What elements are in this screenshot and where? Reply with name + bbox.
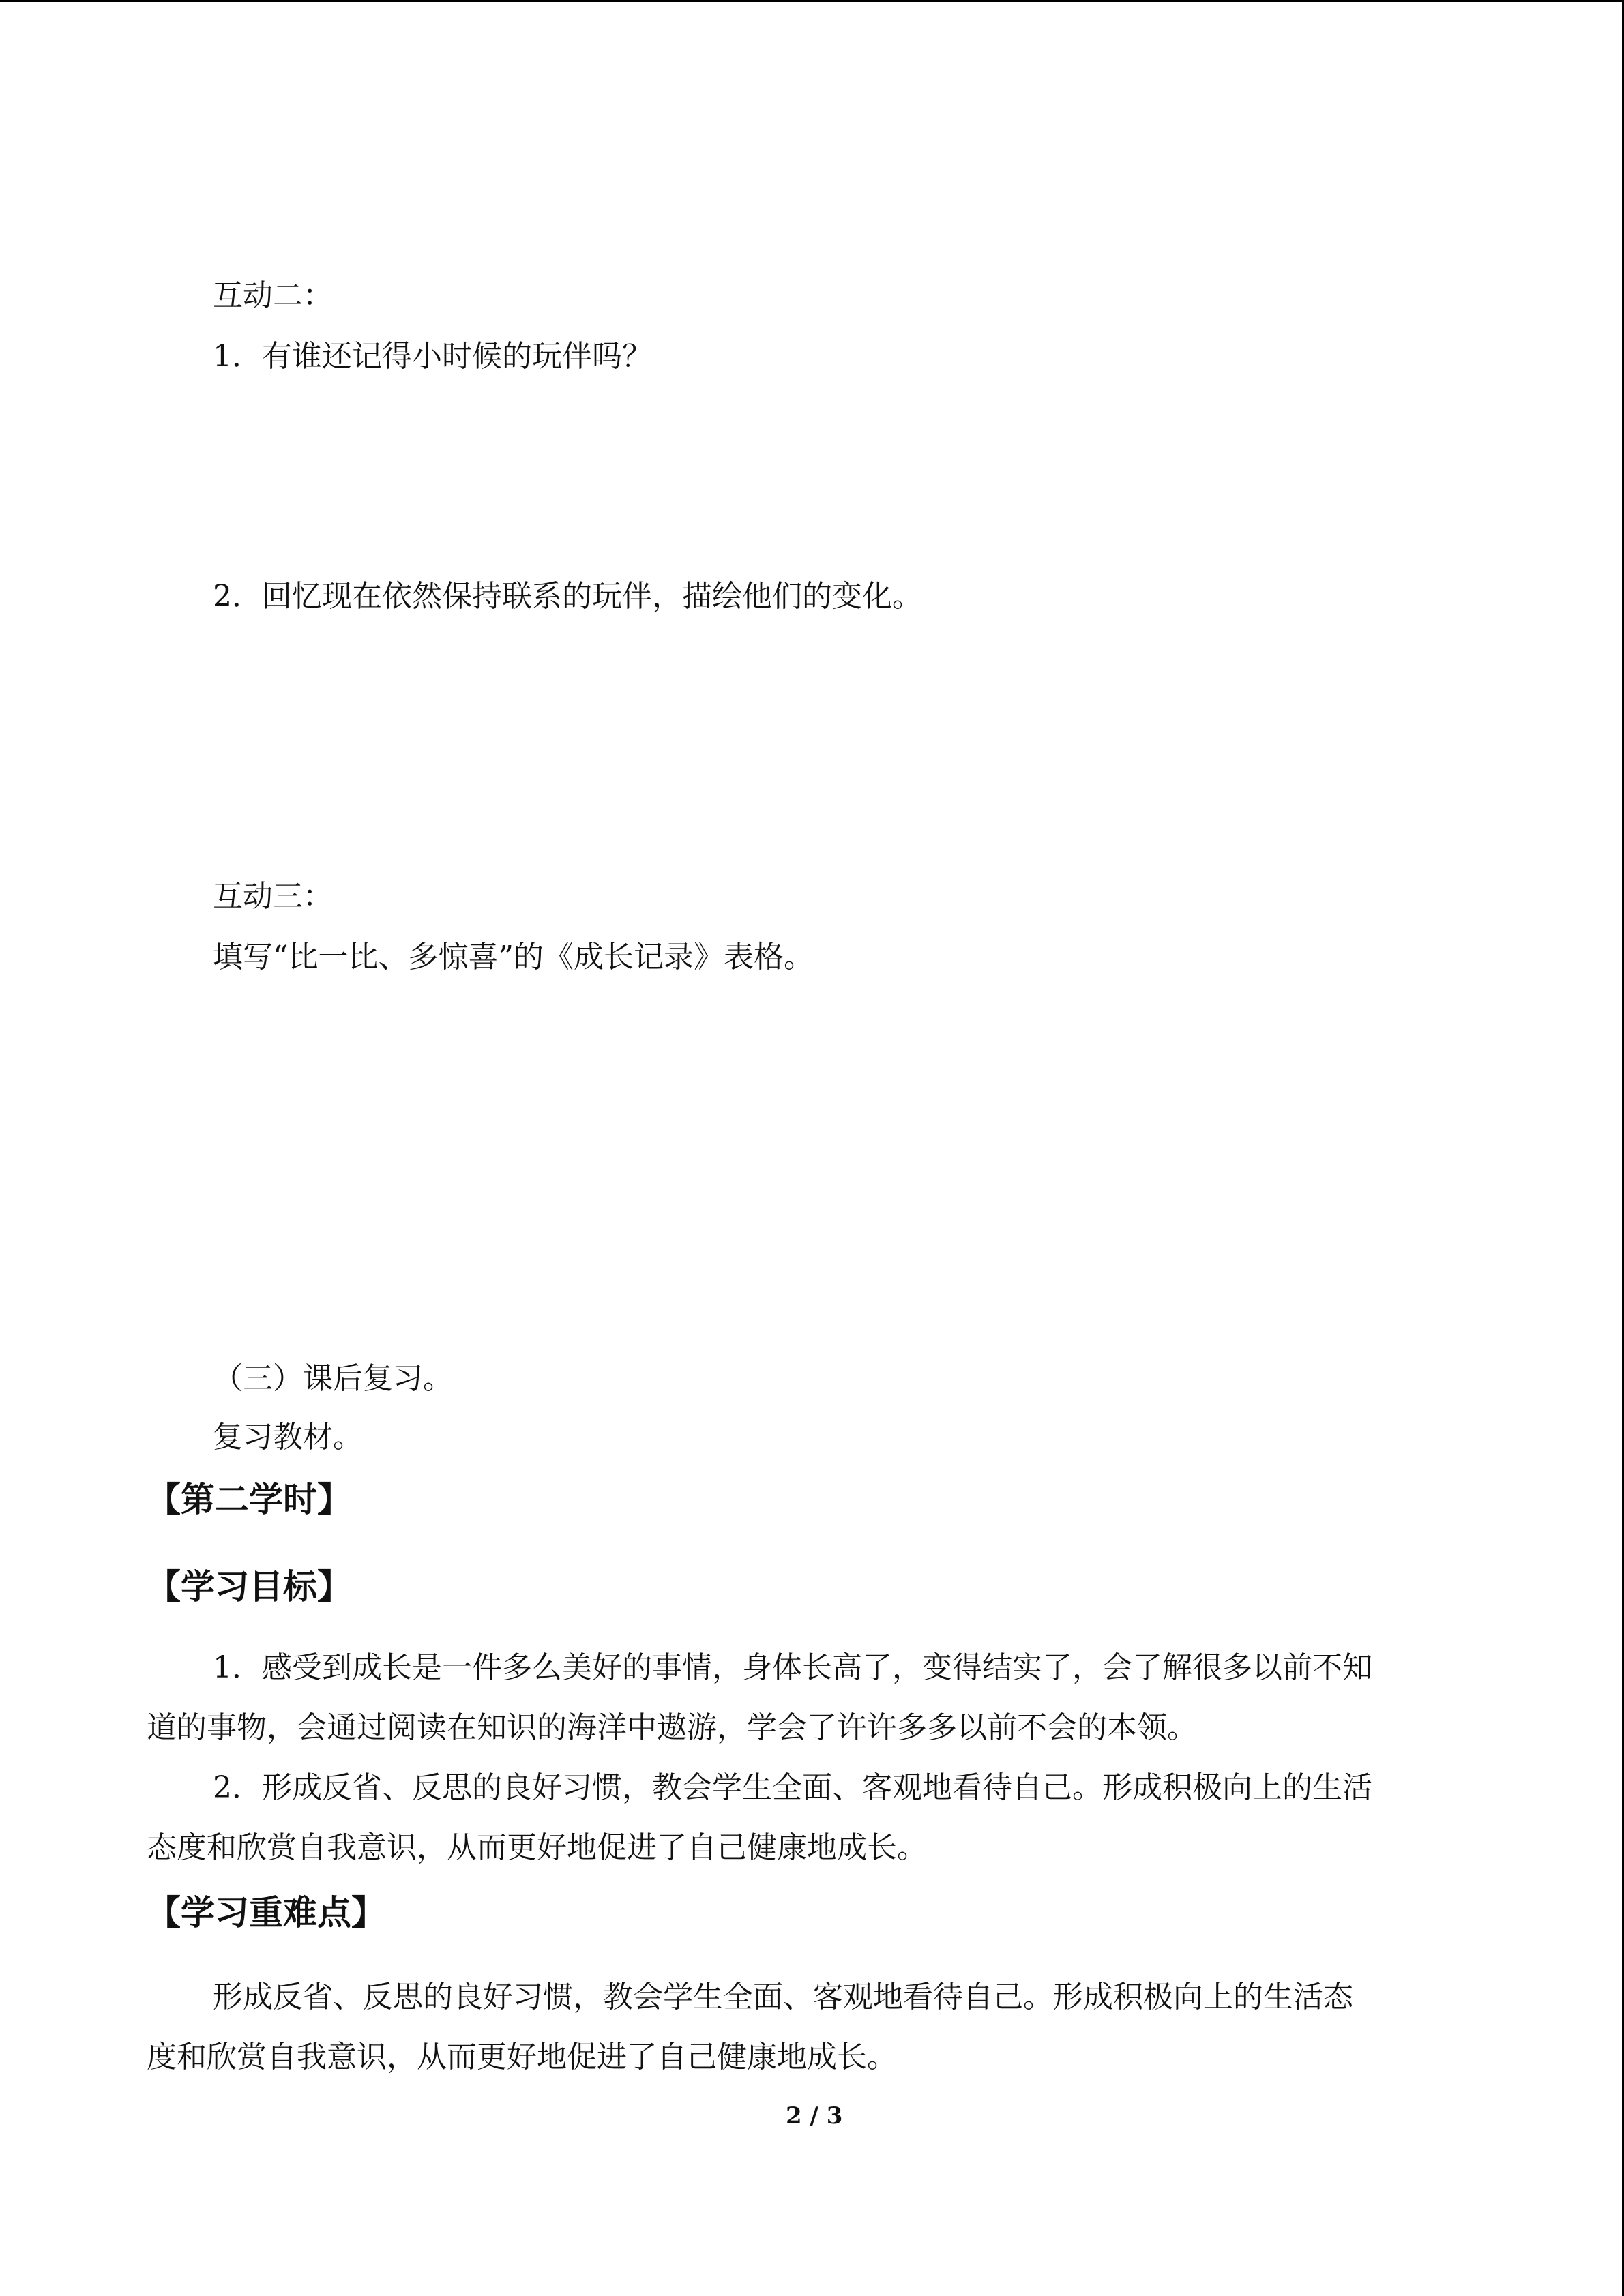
interaction2-question-2: 2．回忆现在依然保持联系的玩伴，描绘他们的变化。 bbox=[213, 579, 922, 614]
objective-1-line-2: 道的事物，会通过阅读在知识的海洋中遨游，学会了许许多多以前不会的本领。 bbox=[147, 1710, 1197, 1745]
objective-2-line-2: 态度和欣赏自我意识，从而更好地促进了自己健康地成长。 bbox=[147, 1830, 927, 1865]
objective-1-line-1: 1．感受到成长是一件多么美好的事情，身体长高了，变得结实了，会了解很多以前不知 bbox=[213, 1650, 1372, 1685]
review-text: 复习教材。 bbox=[213, 1420, 363, 1455]
key-points-heading: 【学习重难点】 bbox=[147, 1893, 385, 1933]
interaction2-question-1: 1．有谁还记得小时候的玩伴吗？ bbox=[213, 339, 652, 374]
objective-2-line-1: 2．形成反省、反思的良好习惯，教会学生全面、客观地看待自己。形成积极向上的生活 bbox=[213, 1770, 1372, 1805]
key-points-line-2: 度和欣赏自我意识，从而更好地促进了自己健康地成长。 bbox=[147, 2040, 897, 2074]
interaction3-text: 填写“比一比、多惊喜”的《成长记录》表格。 bbox=[213, 940, 814, 974]
lesson2-heading: 【第二学时】 bbox=[147, 1480, 351, 1519]
interaction3-title: 互动三： bbox=[213, 879, 333, 914]
interaction2-title: 互动二： bbox=[213, 278, 333, 313]
objectives-heading: 【学习目标】 bbox=[147, 1567, 351, 1607]
key-points-line-1: 形成反省、反思的良好习惯，教会学生全面、客观地看待自己。形成积极向上的生活态 bbox=[213, 1980, 1353, 2014]
page-number: 2 / 3 bbox=[786, 2102, 843, 2130]
review-title: （三）课后复习。 bbox=[213, 1361, 453, 1396]
